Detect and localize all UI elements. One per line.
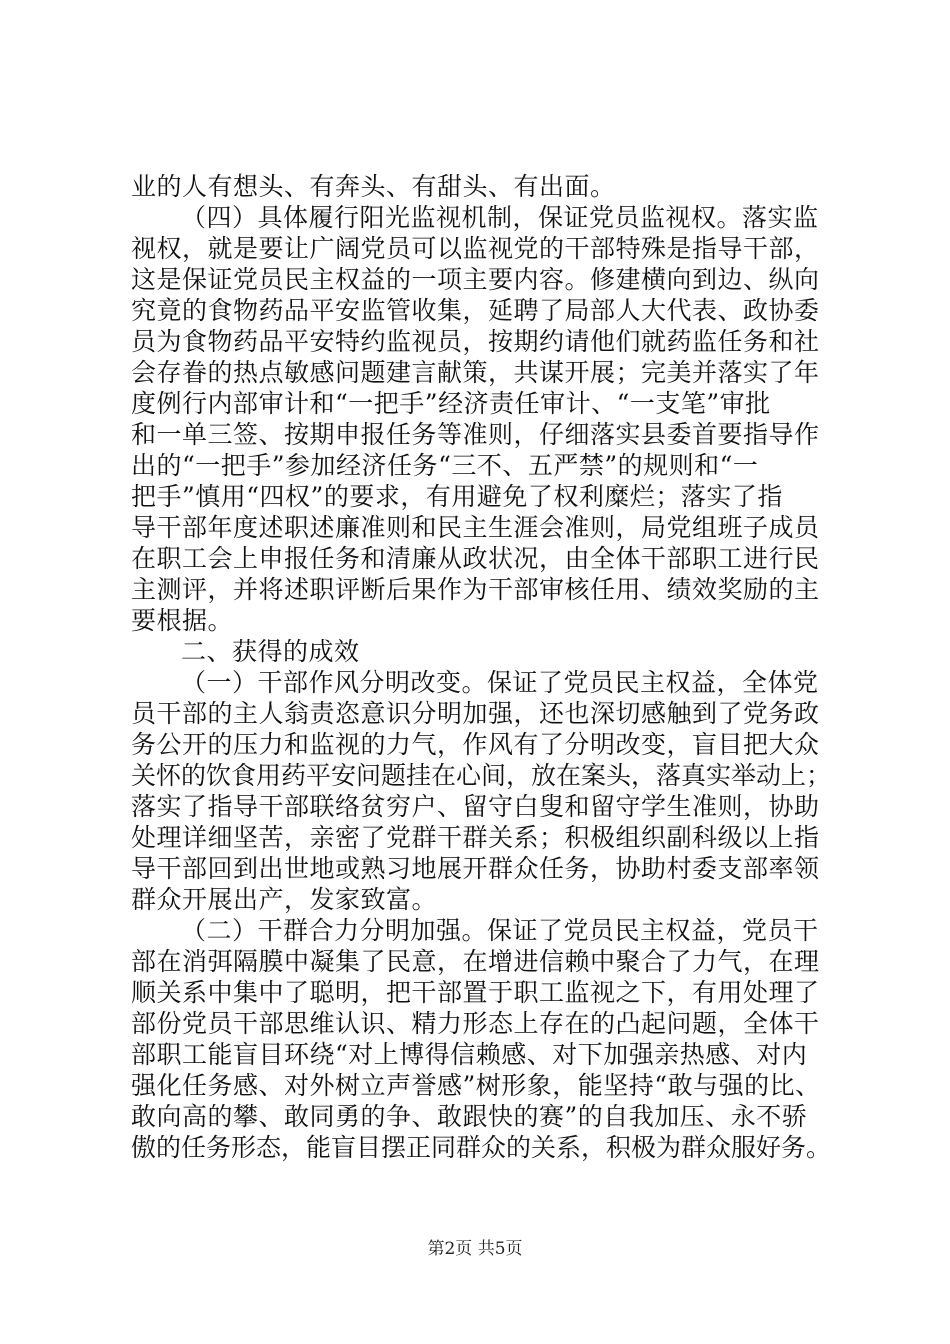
text-line: 视权，就是要让广阔党员可以监视党的干部特殊是指导干部， <box>131 234 820 263</box>
paragraph-heading: （二）干群合力分明加强。保证了党员民主权益，党员干 <box>181 916 819 945</box>
text-line: 强化任务感、对外树立声誉感”树形象，能坚持“敢与强的比、 <box>131 1071 821 1100</box>
text-line: 员干部的主人翁责恣意识分明加强，还也深切感触到了党务政 <box>131 699 820 728</box>
text-line: 处理详细坚苦，亲密了党群干群关系；积极组织副科级以上指 <box>131 823 820 852</box>
text-line: 导干部年度述职述廉准则和民主生涯会准则，局党组班子成员 <box>131 513 820 542</box>
text-line: 员为食物药品平安特约监视员，按期约请他们就药监任务和社 <box>131 327 820 356</box>
text-line: 导干部回到出世地或熟习地展开群众任务，协助村委支部率领 <box>131 854 820 883</box>
paragraph-heading: （四）具体履行阳光监视机制，保证党员监视权。落实监 <box>181 203 819 232</box>
section-heading: 二、获得的成效 <box>181 637 360 666</box>
text-line: 傲的任务形态，能盲目摆正同群众的关系，积极为群众服好务。 <box>131 1133 832 1162</box>
text-line: 部职工能盲目环绕“对上博得信赖感、对下加强亲热感、对内 <box>131 1040 808 1069</box>
text-line: 要根据。 <box>131 606 234 635</box>
text-line: 出的“一把手”参加经济任务“三不、五严禁”的规则和“一 <box>131 451 759 480</box>
page-number: 第2页 共5页 <box>427 1239 523 1259</box>
text-line: 部在消弭隔膜中凝集了民意，在增进信赖中聚合了力气，在理 <box>131 947 820 976</box>
paragraph-heading: （一）干部作风分明改变。保证了党员民主权益，全体党 <box>181 668 819 697</box>
text-line: 度例行内部审计和“一把手”经济责任审计、“一支笔”审批 <box>131 389 771 418</box>
text-line: 主测评，并将述职评断后果作为干部审核任用、绩效奖励的主 <box>131 575 820 604</box>
text-line: 这是保证党员民主权益的一项主要内容。修建横向到边、纵向 <box>131 265 820 294</box>
text-line: 落实了指导干部联络贫穷户、留守白叟和留守学生准则，协助 <box>131 792 820 821</box>
text-line: 究竟的食物药品平安监管收集，延聘了局部人大代表、政协委 <box>131 296 820 325</box>
text-line: 群众开展出产，发家致富。 <box>131 885 438 914</box>
text-line: 务公开的压力和监视的力气，作风有了分明改变，盲目把大众 <box>131 730 820 759</box>
text-line: 关怀的饮食用药平安问题挂在心间，放在案头，落真实举动上； <box>131 761 832 790</box>
text-line: 在职工会上申报任务和清廉从政状况，由全体干部职工进行民 <box>131 544 820 573</box>
text-line: 把手”慎用“四权”的要求，有用避免了权利糜烂；落实了指 <box>131 482 783 511</box>
text-line: 和一单三签、按期申报任务等准则，仔细落实县委首要指导作 <box>131 420 820 449</box>
text-line: 部份党员干部思维认识、精力形态上存在的凸起问题，全体干 <box>131 1009 820 1038</box>
text-line: 业的人有想头、有奔头、有甜头、有出面。 <box>131 172 616 201</box>
text-line: 敢向高的攀、敢同勇的争、敢跟快的赛”的自我加压、永不骄 <box>131 1102 808 1131</box>
text-line: 会存眷的热点敏感问题建言献策，共谋开展；完美并落实了年 <box>131 358 820 387</box>
text-line: 顺关系中集中了聪明，把干部置于职工监视之下，有用处理了 <box>131 978 820 1007</box>
